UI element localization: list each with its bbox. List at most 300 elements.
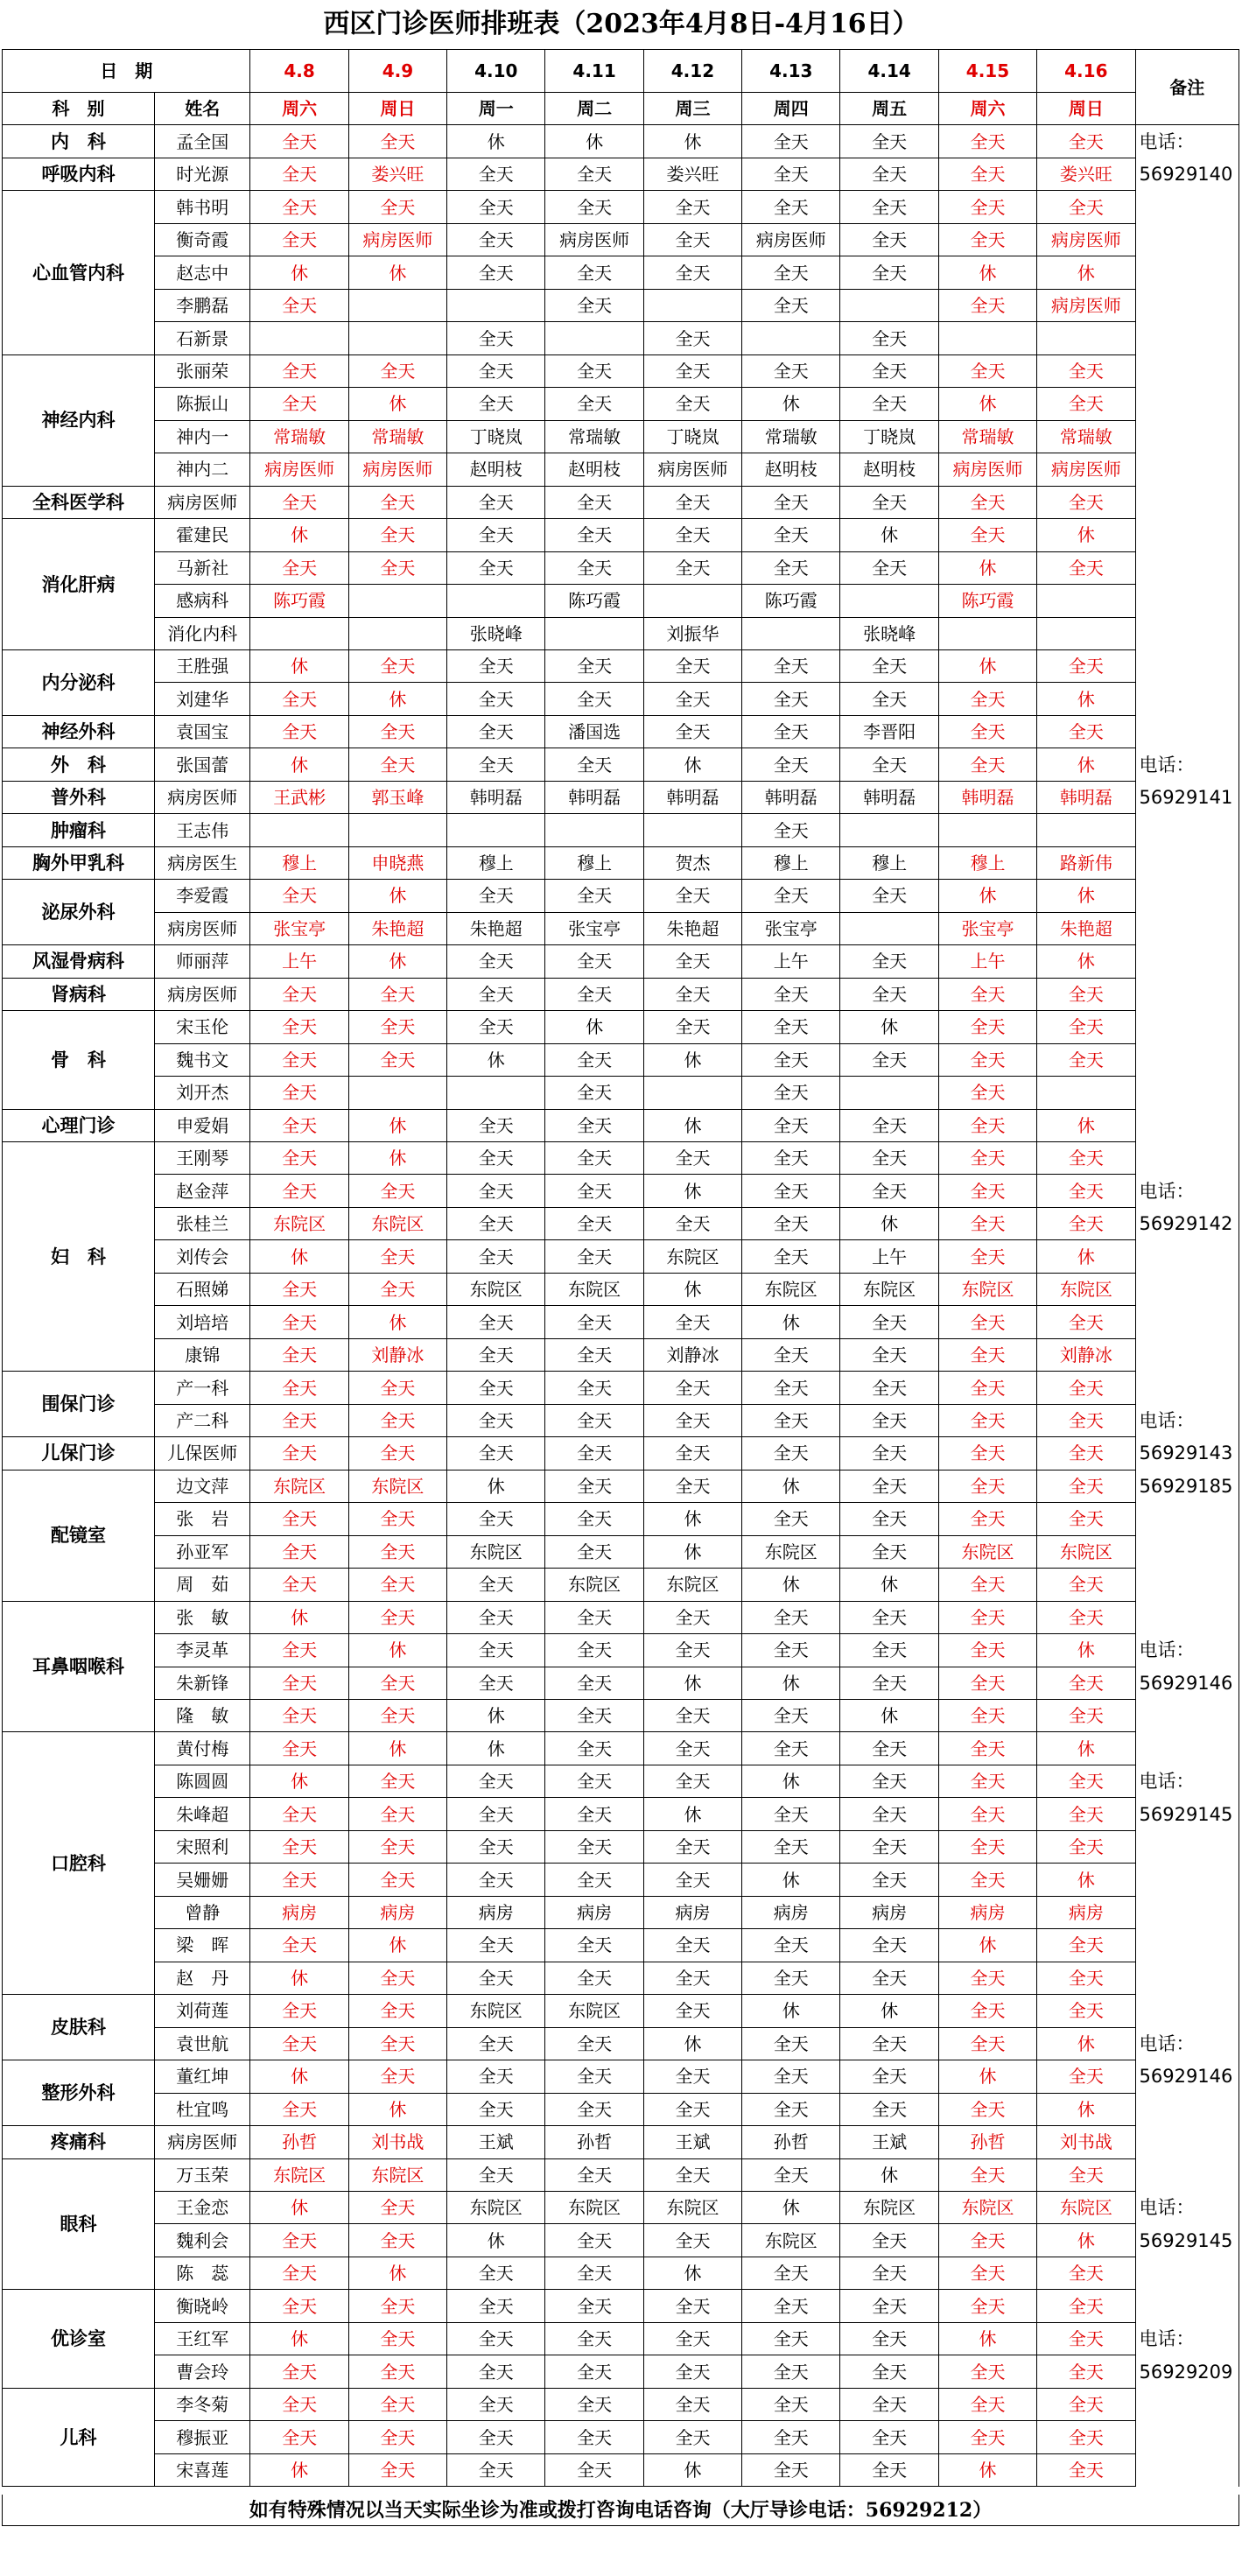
shift-cell: 全天	[840, 978, 938, 1010]
shift-cell: 全天	[348, 2322, 446, 2355]
shift-cell: 全天	[1037, 1437, 1135, 1470]
table-row	[3, 2388, 1239, 2420]
shift-cell: 全天	[545, 2453, 643, 2486]
shift-cell: 全天	[840, 1175, 938, 1207]
weekday-cell: 周三	[643, 93, 741, 125]
shift-cell: 全天	[840, 1437, 938, 1470]
shift-cell: 全天	[250, 1667, 348, 1699]
shift-cell: 全天	[1037, 715, 1135, 748]
shift-cell: 全天	[742, 2290, 840, 2322]
shift-cell: 全天	[1037, 1699, 1135, 1731]
shift-cell: 全天	[545, 978, 643, 1010]
shift-cell: 东院区	[742, 1535, 840, 1568]
shift-cell: 全天	[1037, 1011, 1135, 1043]
shift-cell: 东院区	[250, 1470, 348, 1502]
dept-cell: 优诊室	[3, 2290, 155, 2388]
shift-cell: 全天	[742, 1338, 840, 1371]
shift-cell: 全天	[1037, 978, 1135, 1010]
shift-cell: 全天	[938, 1142, 1036, 1175]
dept-cell: 胸外甲乳科	[3, 846, 155, 879]
shift-cell: 全天	[938, 223, 1036, 256]
shift-cell: 全天	[643, 1437, 741, 1470]
shift-cell: 全天	[742, 2355, 840, 2388]
shift-cell: 路新伟	[1037, 846, 1135, 879]
shift-cell: 全天	[545, 1372, 643, 1404]
shift-cell	[938, 617, 1036, 649]
shift-cell: 全天	[348, 1240, 446, 1273]
shift-cell: 刘静冰	[348, 1338, 446, 1371]
date-cell: 4.14	[840, 50, 938, 93]
table-row	[3, 1142, 1239, 1175]
shift-cell: 全天	[250, 1569, 348, 1601]
shift-cell: 病房	[545, 1896, 643, 1928]
shift-cell: 全天	[643, 2060, 741, 2093]
shift-cell: 全天	[840, 880, 938, 912]
shift-cell: 东院区	[545, 2192, 643, 2224]
table-row	[3, 945, 1239, 978]
note-cell	[1135, 1569, 1239, 1601]
shift-cell: 全天	[1037, 2355, 1135, 2388]
shift-cell: 全天	[1037, 1798, 1135, 1830]
shift-cell: 全天	[938, 2388, 1036, 2420]
shift-cell: 全天	[742, 1503, 840, 1535]
shift-cell: 休	[348, 945, 446, 978]
shift-cell: 全天	[938, 1732, 1036, 1765]
shift-cell: 全天	[643, 945, 741, 978]
dept-cell: 风湿骨病科	[3, 945, 155, 978]
shift-cell: 休	[643, 1535, 741, 1568]
shift-cell: 全天	[447, 191, 545, 223]
table-row	[3, 1011, 1239, 1043]
shift-cell: 全天	[840, 2093, 938, 2125]
date-cell: 4.9	[348, 50, 446, 93]
shift-cell: 休	[643, 2257, 741, 2289]
shift-cell: 全天	[250, 1372, 348, 1404]
shift-cell: 休	[938, 880, 1036, 912]
shift-cell: 病房医师	[1037, 289, 1135, 321]
shift-cell: 全天	[348, 2027, 446, 2060]
shift-cell: 全天	[840, 2060, 938, 2093]
shift-cell: 上午	[840, 1240, 938, 1273]
doctor-name: 魏利会	[155, 2224, 250, 2257]
shift-cell: 全天	[643, 2388, 741, 2420]
shift-cell: 休	[840, 1699, 938, 1731]
doctor-name: 消化内科	[155, 617, 250, 649]
shift-cell: 全天	[840, 256, 938, 289]
shift-cell	[643, 585, 741, 617]
note-cell	[1135, 519, 1239, 551]
shift-cell: 丁晓岚	[643, 420, 741, 453]
table-row	[3, 617, 1239, 649]
note-cell: 56929142	[1135, 1207, 1239, 1239]
table-row	[3, 1699, 1239, 1731]
shift-cell: 病房	[250, 1896, 348, 1928]
table-row	[3, 551, 1239, 584]
shift-cell: 休	[250, 748, 348, 781]
shift-cell: 全天	[742, 2060, 840, 2093]
shift-cell: 全天	[938, 2027, 1036, 2060]
note-cell	[1135, 1864, 1239, 1896]
shift-cell: 全天	[1037, 1207, 1135, 1239]
table-row	[3, 2126, 1239, 2158]
shift-cell: 全天	[1037, 1470, 1135, 1502]
shift-cell: 全天	[545, 486, 643, 518]
shift-cell: 东院区	[742, 2224, 840, 2257]
table-row	[3, 1798, 1239, 1830]
shift-cell: 全天	[742, 1962, 840, 1994]
shift-cell: 全天	[447, 1798, 545, 1830]
shift-cell: 穆上	[250, 846, 348, 879]
shift-cell: 全天	[938, 2224, 1036, 2257]
shift-cell: 休	[840, 1011, 938, 1043]
doctor-name: 李灵革	[155, 1634, 250, 1667]
table-row	[3, 1962, 1239, 1994]
shift-cell: 全天	[545, 2027, 643, 2060]
weekday-cell: 周六	[938, 93, 1036, 125]
dept-cell: 肿瘤科	[3, 814, 155, 846]
shift-cell: 全天	[348, 1175, 446, 1207]
shift-cell: 全天	[938, 1404, 1036, 1436]
shift-cell: 陈巧霞	[938, 585, 1036, 617]
table-row	[3, 486, 1239, 518]
date-label: 日 期	[3, 50, 250, 93]
note-cell	[1135, 1601, 1239, 1633]
shift-cell: 东院区	[643, 1240, 741, 1273]
shift-cell: 全天	[447, 1765, 545, 1797]
table-row	[3, 2453, 1239, 2486]
shift-cell: 全天	[742, 256, 840, 289]
dept-cell: 心理门诊	[3, 1109, 155, 1141]
dept-cell: 全科医学科	[3, 486, 155, 518]
note-cell	[1135, 846, 1239, 879]
shift-cell: 全天	[1037, 1667, 1135, 1699]
shift-cell: 全天	[250, 1634, 348, 1667]
shift-cell: 全天	[250, 1175, 348, 1207]
shift-cell: 休	[840, 1569, 938, 1601]
shift-cell: 休	[348, 1634, 446, 1667]
shift-cell: 刘振华	[643, 617, 741, 649]
dept-cell: 心血管内科	[3, 191, 155, 354]
doctor-name: 时光源	[155, 158, 250, 190]
shift-cell: 全天	[545, 649, 643, 682]
shift-cell: 全天	[742, 1240, 840, 1273]
shift-cell: 全天	[348, 748, 446, 781]
shift-cell: 全天	[643, 2158, 741, 2191]
shift-cell: 全天	[742, 158, 840, 190]
table-row	[3, 683, 1239, 715]
shift-cell: 全天	[742, 880, 840, 912]
note-cell	[1135, 1273, 1239, 1305]
table-row	[3, 1667, 1239, 1699]
shift-cell: 全天	[742, 748, 840, 781]
shift-cell: 全天	[840, 1404, 938, 1436]
date-cell: 4.15	[938, 50, 1036, 93]
shift-cell: 全天	[643, 2224, 741, 2257]
note-cell	[1135, 617, 1239, 649]
note-cell	[1135, 1306, 1239, 1338]
shift-cell: 全天	[742, 1437, 840, 1470]
shift-cell: 休	[742, 1470, 840, 1502]
shift-cell: 休	[447, 1699, 545, 1731]
shift-cell: 病房医师	[643, 453, 741, 486]
shift-cell: 张晓峰	[840, 617, 938, 649]
doctor-name: 张丽荣	[155, 354, 250, 387]
shift-cell	[250, 814, 348, 846]
shift-cell: 全天	[840, 388, 938, 420]
shift-cell: 全天	[742, 1699, 840, 1731]
shift-cell: 全天	[447, 1634, 545, 1667]
doctor-name: 病房医师	[155, 486, 250, 518]
shift-cell: 常瑞敏	[1037, 420, 1135, 453]
shift-cell: 李晋阳	[840, 715, 938, 748]
shift-cell: 全天	[742, 1109, 840, 1141]
shift-cell: 全天	[1037, 1962, 1135, 1994]
shift-cell	[447, 1077, 545, 1109]
note-cell	[1135, 1011, 1239, 1043]
shift-cell	[840, 814, 938, 846]
doctor-name: 周 茹	[155, 1569, 250, 1601]
shift-cell: 全天	[348, 1503, 446, 1535]
shift-cell: 病房医师	[938, 453, 1036, 486]
shift-cell: 休	[1037, 256, 1135, 289]
note-cell	[1135, 1535, 1239, 1568]
dept-cell: 神经内科	[3, 354, 155, 486]
shift-cell: 朱艳超	[447, 912, 545, 944]
shift-cell: 休	[348, 1142, 446, 1175]
doctor-name: 董红坤	[155, 2060, 250, 2093]
shift-cell: 全天	[742, 2322, 840, 2355]
doctor-name: 衡晓岭	[155, 2290, 250, 2322]
shift-cell: 韩明磊	[742, 781, 840, 813]
shift-cell: 全天	[447, 354, 545, 387]
shift-cell: 全天	[643, 256, 741, 289]
shift-cell	[348, 814, 446, 846]
doctor-name: 李爱霞	[155, 880, 250, 912]
doctor-name: 张国蕾	[155, 748, 250, 781]
shift-cell: 休	[1037, 1240, 1135, 1273]
table-row	[3, 420, 1239, 453]
note-cell	[1135, 1372, 1239, 1404]
dept-cell: 内分泌科	[3, 649, 155, 715]
shift-cell: 全天	[840, 1765, 938, 1797]
shift-cell: 全天	[938, 1077, 1036, 1109]
weekday-cell: 周四	[742, 93, 840, 125]
shift-cell: 休	[742, 1667, 840, 1699]
shift-cell: 全天	[840, 1503, 938, 1535]
shift-cell: 休	[250, 2453, 348, 2486]
shift-cell: 全天	[840, 2027, 938, 2060]
doctor-name: 病房医生	[155, 846, 250, 879]
shift-cell: 全天	[643, 1011, 741, 1043]
shift-cell: 全天	[938, 486, 1036, 518]
shift-cell: 全天	[742, 519, 840, 551]
doctor-name: 张 敏	[155, 1601, 250, 1633]
shift-cell: 全天	[348, 1043, 446, 1076]
shift-cell: 全天	[545, 388, 643, 420]
shift-cell	[348, 289, 446, 321]
note-cell	[1135, 388, 1239, 420]
shift-cell: 全天	[250, 223, 348, 256]
shift-cell: 张宝亭	[938, 912, 1036, 944]
doctor-name: 黄付梅	[155, 1732, 250, 1765]
shift-cell: 全天	[643, 1699, 741, 1731]
shift-cell: 病房	[447, 1896, 545, 1928]
shift-cell: 全天	[938, 2257, 1036, 2289]
shift-cell: 东院区	[545, 1569, 643, 1601]
shift-cell: 全天	[840, 1043, 938, 1076]
shift-cell: 病房	[938, 1896, 1036, 1928]
shift-cell: 全天	[250, 978, 348, 1010]
note-cell: 56929209	[1135, 2355, 1239, 2388]
shift-cell: 全天	[447, 256, 545, 289]
doctor-name: 王胜强	[155, 649, 250, 682]
shift-cell: 东院区	[938, 1535, 1036, 1568]
shift-cell: 娄兴旺	[348, 158, 446, 190]
shift-cell: 全天	[742, 2388, 840, 2420]
note-cell	[1135, 354, 1239, 387]
shift-cell: 赵明枝	[742, 453, 840, 486]
table-row	[3, 289, 1239, 321]
dept-cell: 呼吸内科	[3, 158, 155, 190]
table-row	[3, 1535, 1239, 1568]
shift-cell: 全天	[742, 1011, 840, 1043]
doctor-name: 魏书文	[155, 1043, 250, 1076]
table-row	[3, 2060, 1239, 2093]
shift-cell: 全天	[447, 1207, 545, 1239]
note-cell	[1135, 585, 1239, 617]
shift-cell: 丁晓岚	[447, 420, 545, 453]
note-cell: 电话：	[1135, 1404, 1239, 1436]
shift-cell: 全天	[643, 2322, 741, 2355]
shift-cell: 全天	[348, 1535, 446, 1568]
doctor-name: 赵 丹	[155, 1962, 250, 1994]
shift-cell: 全天	[250, 2355, 348, 2388]
table-row	[3, 158, 1239, 190]
table-row	[3, 223, 1239, 256]
shift-cell: 全天	[1037, 1601, 1135, 1633]
shift-cell: 全天	[348, 1569, 446, 1601]
shift-cell: 孙哲	[742, 2126, 840, 2158]
doctor-name: 产一科	[155, 1372, 250, 1404]
shift-cell: 全天	[742, 1929, 840, 1962]
shift-cell: 郭玉峰	[348, 781, 446, 813]
doctor-name: 赵金萍	[155, 1175, 250, 1207]
shift-cell: 全天	[447, 2158, 545, 2191]
shift-cell: 上午	[938, 945, 1036, 978]
shift-cell: 全天	[545, 1175, 643, 1207]
note-cell	[1135, 2453, 1239, 2486]
shift-cell: 全天	[938, 289, 1036, 321]
shift-cell: 陈巧霞	[742, 585, 840, 617]
shift-cell: 全天	[447, 519, 545, 551]
shift-cell: 上午	[250, 945, 348, 978]
shift-cell	[545, 617, 643, 649]
shift-cell: 全天	[545, 1207, 643, 1239]
shift-cell: 全天	[545, 158, 643, 190]
shift-cell: 休	[643, 125, 741, 158]
shift-cell: 全天	[447, 2257, 545, 2289]
dept-cell: 神经外科	[3, 715, 155, 748]
table-row	[3, 2257, 1239, 2289]
shift-cell: 全天	[447, 1830, 545, 1863]
shift-cell: 全天	[643, 1864, 741, 1896]
shift-cell: 全天	[447, 2355, 545, 2388]
shift-cell: 病房	[840, 1896, 938, 1928]
shift-cell: 全天	[938, 1634, 1036, 1667]
shift-cell: 休	[447, 2224, 545, 2257]
shift-cell: 全天	[643, 978, 741, 1010]
table-row	[3, 1634, 1239, 1667]
doctor-name: 病房医师	[155, 2126, 250, 2158]
note-cell	[1135, 1830, 1239, 1863]
shift-cell: 全天	[447, 2027, 545, 2060]
shift-cell: 全天	[938, 1240, 1036, 1273]
shift-cell: 全天	[447, 649, 545, 682]
doctor-name: 孟全国	[155, 125, 250, 158]
shift-cell: 全天	[840, 2388, 938, 2420]
shift-cell: 全天	[938, 683, 1036, 715]
shift-cell: 全天	[447, 1240, 545, 1273]
doctor-name: 陈圆圆	[155, 1765, 250, 1797]
doctor-name: 申爱娟	[155, 1109, 250, 1141]
table-row	[3, 748, 1239, 781]
dept-cell: 肾病科	[3, 978, 155, 1010]
table-row	[3, 322, 1239, 354]
table-row	[3, 2322, 1239, 2355]
shift-cell: 全天	[742, 2257, 840, 2289]
shift-cell: 全天	[643, 2421, 741, 2453]
shift-cell: 全天	[938, 748, 1036, 781]
note-cell: 电话：	[1135, 2192, 1239, 2224]
shift-cell: 全天	[643, 1306, 741, 1338]
shift-cell: 刘静冰	[643, 1338, 741, 1371]
shift-cell: 全天	[348, 1011, 446, 1043]
shift-cell: 休	[938, 551, 1036, 584]
table-row	[3, 1569, 1239, 1601]
shift-cell: 穆上	[840, 846, 938, 879]
shift-cell: 全天	[938, 1437, 1036, 1470]
doctor-name: 曾静	[155, 1896, 250, 1928]
shift-cell: 全天	[643, 1634, 741, 1667]
shift-cell: 全天	[447, 1864, 545, 1896]
note-cell	[1135, 1109, 1239, 1141]
shift-cell: 全天	[250, 1830, 348, 1863]
shift-cell: 全天	[840, 1634, 938, 1667]
date-cell: 4.13	[742, 50, 840, 93]
shift-cell: 韩明磊	[545, 781, 643, 813]
shift-cell: 全天	[643, 1372, 741, 1404]
shift-cell: 东院区	[938, 2192, 1036, 2224]
table-row	[3, 846, 1239, 879]
note-cell: 电话：	[1135, 125, 1239, 158]
shift-cell: 全天	[1037, 2060, 1135, 2093]
shift-cell: 韩明磊	[840, 781, 938, 813]
shift-cell: 全天	[447, 1601, 545, 1633]
shift-cell: 全天	[1037, 1929, 1135, 1962]
shift-cell: 休	[742, 1765, 840, 1797]
shift-cell: 全天	[545, 2355, 643, 2388]
shift-cell: 常瑞敏	[545, 420, 643, 453]
note-cell: 56929185	[1135, 1470, 1239, 1502]
shift-cell: 全天	[250, 2093, 348, 2125]
shift-cell: 休	[1037, 2027, 1135, 2060]
shift-cell: 孙哲	[938, 2126, 1036, 2158]
shift-cell: 休	[938, 2453, 1036, 2486]
schedule-table	[2, 49, 1239, 2487]
shift-cell	[447, 289, 545, 321]
doctor-name: 袁国宝	[155, 715, 250, 748]
shift-cell: 休	[348, 2257, 446, 2289]
